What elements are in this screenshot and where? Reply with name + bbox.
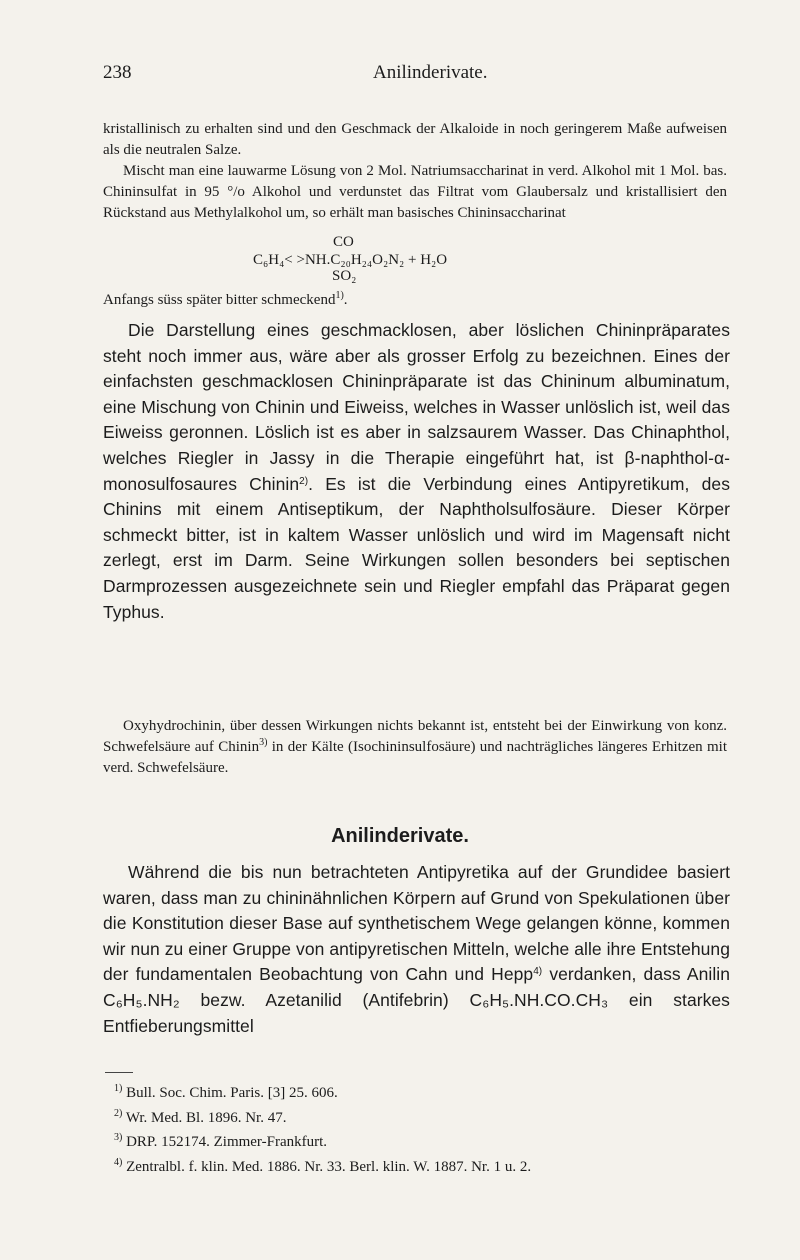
para4-text-2: . Es ist die Verbindung eines Antipyretikum, des Chinins mit einem Antiseptikum, der Naphtholsulfosäure. Dieser Körper schmeckt bitter, ist in kaltem Wasser unlöslich und wird im Magensaft nicht zerlegt, erst im Darm. Seine Wirkungen sollen besonders bei septischen Darmprozessen ausgezeichnete sein und Riegler empfahl das Präparat gegen Typhus. <box>103 473 730 622</box>
page-header <box>0 62 800 86</box>
footnote-mark: 1) <box>114 1083 123 1094</box>
footnote <box>114 1104 714 1129</box>
footnote-ref-3: 3) <box>259 737 268 748</box>
para5-text-2: in der Kälte (Isochininsulfosäure) und nachträgliches längeres Erhitzen mit verd. Schwefelsäure. <box>103 739 727 776</box>
para4-text-1: Die Darstellung eines geschmacklosen, aber löslichen Chininpräparates steht noch immer aus, wäre aber als grosser Erfolg zu bezeichnen. Eines der einfachsten geschmacklosen Chininpräparate ist das Chininum albuminatum, eine Mischung von Chinin und Eiweiss, welches in Wasser unlöslich ist, weil das Eiweiss geronnen. Löslich ist es aber in salzsaurem Wasser. Das Chinaphthol, welches Riegler in Jassy in die Therapie eingeführt hat, ist β-naphthol-α-monosulfosaures Chinin <box>103 320 730 494</box>
footnote <box>114 1128 714 1153</box>
running-head: Anilinderivate. <box>373 62 488 83</box>
footnote-mark: 2) <box>114 1107 123 1119</box>
footnote-text: Wr. Med. Bl. 1896. Nr. 47. <box>125 1109 287 1126</box>
taste-text: Anfangs süss später bitter schmeckend <box>103 292 336 308</box>
main-text-block <box>103 318 730 625</box>
footnote-text: DRP. 152174. Zimmer-Frankfurt. <box>126 1134 328 1150</box>
anilin-text-block <box>103 860 730 1039</box>
para5-text-1: Oxyhydrochinin, über dessen Wirkungen nichts bekannt ist, entsteht bei der Einwirkung von konz. Schwefelsäure auf Chinin <box>103 718 727 755</box>
intro-text-block <box>103 119 727 224</box>
footnote <box>114 1153 714 1178</box>
paragraph-anilin <box>103 860 730 1039</box>
footnote-mark: 3) <box>114 1132 123 1143</box>
paragraph-chinin-preparation <box>103 318 730 625</box>
para6-text-1: Während die bis nun betrachteten Antipyretika auf der Grundidee basiert waren, dass man zu chininähnlichen Körpern auf Grund von Spekulationen über die Konstitution dieser Base auf synthetischem Wege gelangen könne, kommen wir nun zu einer Gruppe von antipyretischen Mitteln, welche alle ihre Entstehung der fundamentalen Beobachtung von Cahn und Hepp <box>103 862 730 985</box>
taste-end: . <box>343 292 348 308</box>
paragraph-salts: kristallinisch zu erhalten sind und den Geschmack der Alkaloide in noch geringerem Maße aufweisen als die neutralen Salze. <box>103 121 727 158</box>
footnote-text: Bull. Soc. Chim. Paris. [3] 25. 606. <box>126 1085 338 1101</box>
footnote <box>114 1079 714 1104</box>
page-number: 238 <box>103 62 132 83</box>
formula-bottom-group: SO₂ <box>332 268 357 284</box>
taste-note <box>103 290 727 311</box>
footnote-ref-2: 2) <box>299 475 309 487</box>
footnote-mark: 4) <box>114 1156 123 1168</box>
formula-top-group: CO <box>333 234 354 250</box>
footnotes <box>114 1079 714 1177</box>
paragraph-preparation: Mischt man eine lauwarme Lösung von 2 Mol. Natriumsaccharinat in verd. Alkohol mit 1 Mol. bas. Chininsulfat in 95 °/o Alkohol und verdunstet das Filtrat vom Glaubersalz und kristallisiert den Rückstand aus Methylalkohol um, so erhält man basisches Chininsaccharinat <box>103 163 727 221</box>
footnote-divider <box>105 1072 133 1073</box>
oxyhydrochinin-note <box>103 716 727 779</box>
section-heading: Anilinderivate. <box>331 825 469 847</box>
footnote-ref-4: 4) <box>533 966 543 978</box>
footnote-ref-1: 1) <box>335 290 344 301</box>
paragraph-oxyhydrochinin <box>103 716 727 779</box>
formula-main: C₆H₄< >NH.C₂₀H₂₄O₂N₂ + H₂O <box>253 252 448 268</box>
footnote-text: Zentralbl. f. klin. Med. 1886. Nr. 33. Berl. klin. W. 1887. Nr. 1 u. 2. <box>126 1158 532 1175</box>
chemical-formula <box>253 232 553 286</box>
para6-text-2: verdanken, dass Anilin C₆H₅.NH₂ bezw. Azetanilid (Antifebrin) C₆H₅.NH.CO.CH₃ ein starkes Entfieberungsmittel <box>103 964 730 1036</box>
